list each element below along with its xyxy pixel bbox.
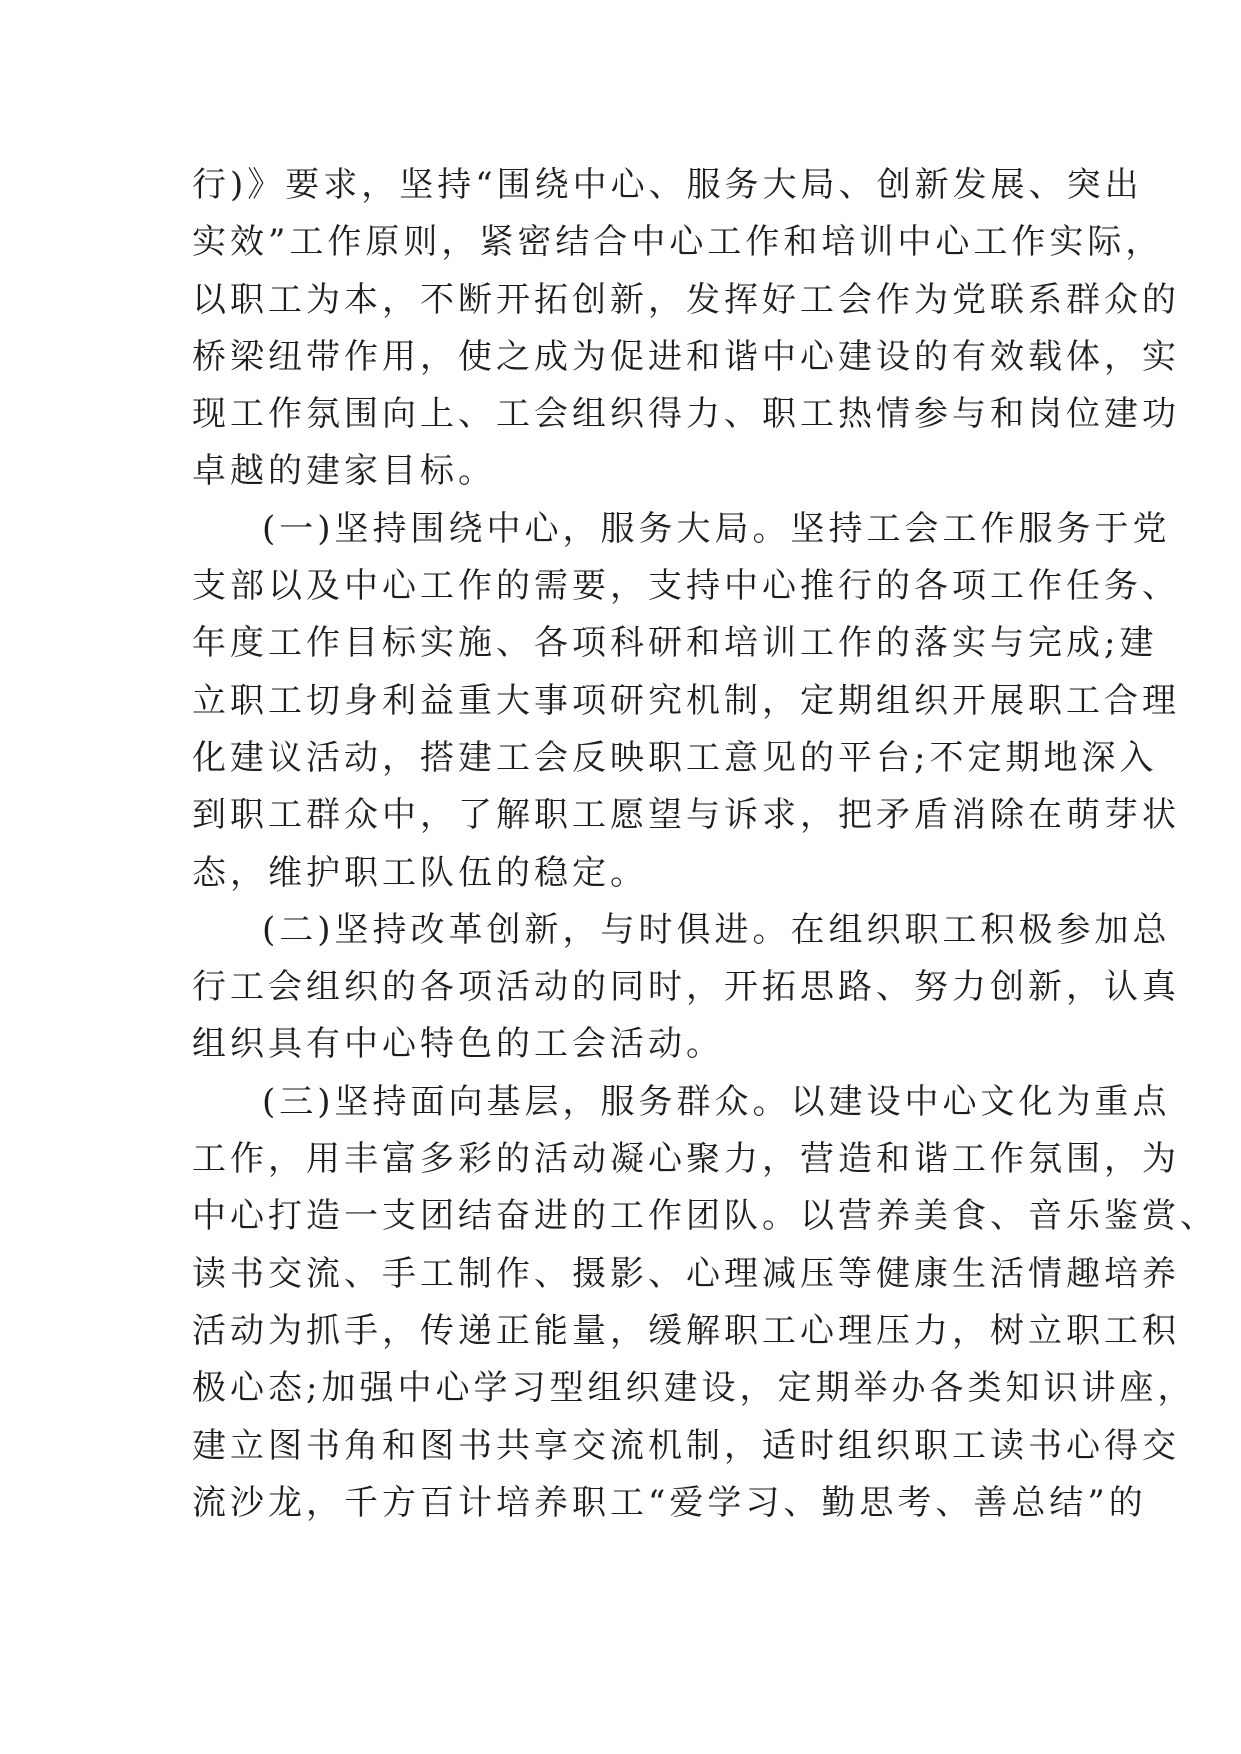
text-line: 化建议活动，搭建工会反映职工意见的平台;不定期地深入 xyxy=(192,737,1158,778)
text-line: 活动为抓手，传递正能量，缓解职工心理压力，树立职工积 xyxy=(192,1310,1180,1351)
text-line: 工作，用丰富多彩的活动凝心聚力，营造和谐工作氛围，为 xyxy=(192,1139,1180,1180)
text-line: 流沙龙，千方百计培养职工“爱学习、勤思考、善总结”的 xyxy=(192,1482,1147,1523)
section-three-first-line: (三)坚持面向基层，服务群众。以建设中心文化为重点 xyxy=(262,1081,1171,1122)
text-line: 实效”工作原则，紧密结合中心工作和培训中心工作实际， xyxy=(192,222,1164,263)
text-line: 行)》要求，坚持“围绕中心、服务大局、创新发展、突出 xyxy=(192,165,1143,205)
text-line: 到职工群众中，了解职工愿望与诉求，把矛盾消除在萌芽状 xyxy=(192,795,1180,836)
text-line: 极心态;加强中心学习型组织建设，定期举办各类知识讲座， xyxy=(192,1368,1196,1409)
text-line: 卓越的建家目标。 xyxy=(192,451,496,492)
text-line: 年度工作目标实施、各项科研和培训工作的落实与完成;建 xyxy=(192,623,1158,664)
section-one-first-line: (一)坚持围绕中心，服务大局。坚持工会工作服务于党 xyxy=(262,508,1171,549)
text-line: 读书交流、手工制作、摄影、心理减压等健康生活情趣培养 xyxy=(192,1253,1180,1294)
text-line: 组织具有中心特色的工会活动。 xyxy=(192,1024,724,1065)
text-line: 以职工为本，不断开拓创新，发挥好工会作为党联系群众的 xyxy=(192,279,1180,320)
text-line: 中心打造一支团结奋进的工作团队。以营养美食、音乐鉴赏、 xyxy=(192,1196,1218,1237)
section-two-first-line: (二)坚持改革创新，与时俱进。在组织职工积极参加总 xyxy=(262,909,1171,950)
text-line: 现工作氛围向上、工会组织得力、职工热情参与和岗位建功 xyxy=(192,394,1180,435)
text-line: 态，维护职工队伍的稳定。 xyxy=(192,852,648,893)
text-line: 支部以及中心工作的需要，支持中心推行的各项工作任务、 xyxy=(192,566,1180,607)
text-line: 立职工切身利益重大事项研究机制，定期组织开展职工合理 xyxy=(192,680,1180,721)
text-line: 桥梁纽带作用，使之成为促进和谐中心建设的有效载体，实 xyxy=(192,336,1180,377)
text-line: 行工会组织的各项活动的同时，开拓思路、努力创新，认真 xyxy=(192,967,1180,1008)
text-line: 建立图书角和图书共享交流机制，适时组织职工读书心得交 xyxy=(192,1425,1180,1466)
body-text xyxy=(192,157,1218,1532)
